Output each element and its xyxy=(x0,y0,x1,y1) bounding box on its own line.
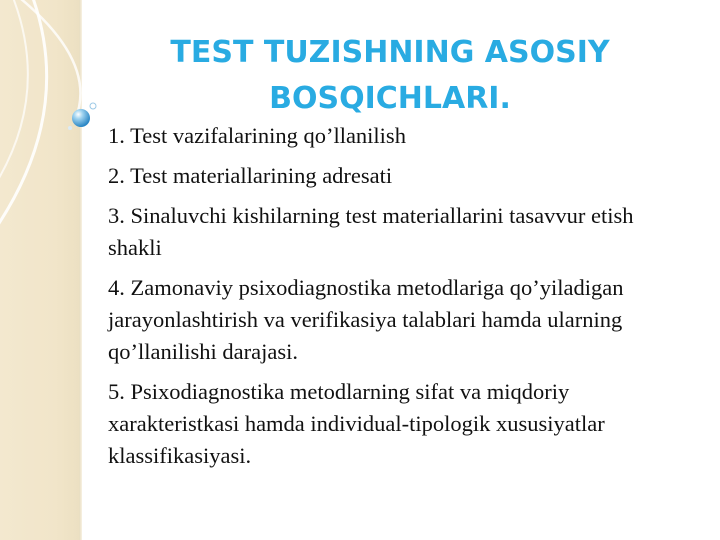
list-item: 4. Zamonaviy psixodiagnostika metodlariga qo’yiladigan jarayonlashtirish va verifikasiya talablari hamda ularning qo’llanilishi darajasi. xyxy=(108,275,624,364)
list-item: 5. Psixodiagnostika metodlarning sifat va miqdoriy xarakteristkasi hamda individual-tipologik xususiyatlar klassifikasiyasi. xyxy=(108,379,605,468)
list-item: 3. Sinaluvchi kishilarning test materiallarini tasavvur etish shakli xyxy=(108,203,634,260)
list-item: 2. Test materiallarining adresati xyxy=(108,163,393,188)
decorative-bead-small xyxy=(90,103,96,109)
decorative-arcs xyxy=(0,0,120,540)
slide-title: TEST TUZISHNING ASOSIY BOSQICHLARI. xyxy=(170,35,610,116)
decorative-bead-large xyxy=(72,109,90,127)
list-item: 1. Test vazifalarining qo’llanilish xyxy=(108,123,406,148)
content-list xyxy=(108,120,668,480)
decorative-bead-tiny xyxy=(68,126,72,130)
